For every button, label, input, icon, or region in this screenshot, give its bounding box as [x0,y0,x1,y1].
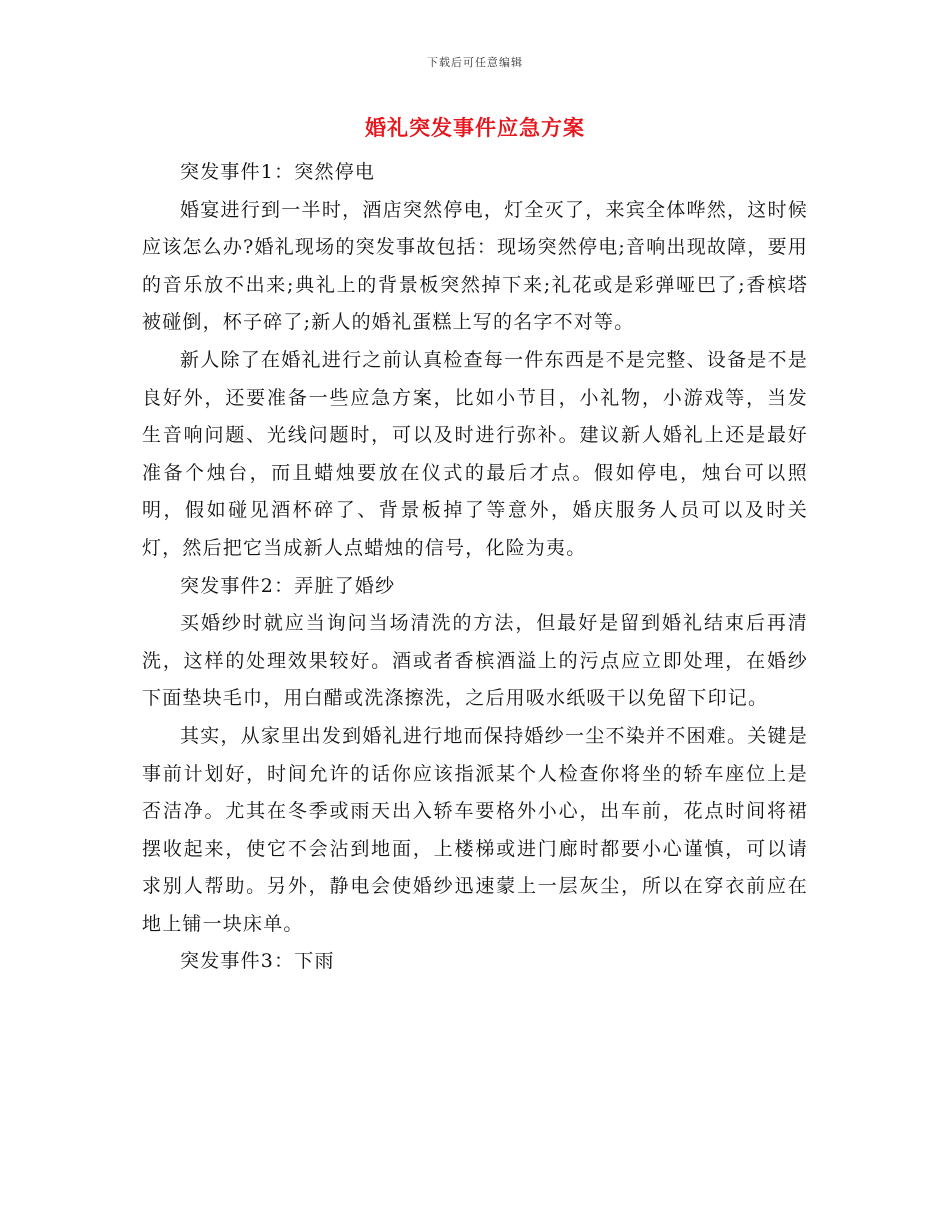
paragraph: 买婚纱时就应当询问当场清洗的方法，但最好是留到婚礼结束后再清洗，这样的处理效果较好。酒或者香槟酒溢上的污点应立即处理，在婚纱下面垫块毛巾，用白醋或洗涤擦洗，之后用吸水纸吸干以免留下印记。 [142,612,808,710]
document-body [142,154,808,981]
paragraph: 新人除了在婚礼进行之前认真检查每一件东西是不是完整、设备是不是良好外，还要准备一些应急方案，比如小节目，小礼物，小游戏等，当发生音响问题、光线问题时，可以及时进行弥补。建议新人婚礼上还是最好准备个烛台，而且蜡烛要放在仪式的最后才点。假如停电，烛台可以照明，假如碰见酒杯碎了、背景板掉了等意外，婚庆服务人员可以及时关灯，然后把它当成新人点蜡烛的信号，化险为夷。 [142,348,808,559]
paragraph: 婚宴进行到一半时，酒店突然停电，灯全灭了，来宾全体哗然，这时候应该怎么办?婚礼现场的突发事故包括：现场突然停电;音响出现故障，要用的音乐放不出来;典礼上的背景板突然掉下来;礼花或是彩弹哑巴了;香槟塔被碰倒，杯子碎了;新人的婚礼蛋糕上写的名字不对等。 [142,198,808,334]
paragraph: 其实，从家里出发到婚礼进行地而保持婚纱一尘不染并不困难。关键是事前计划好，时间允许的话你应该指派某个人检查你将坐的轿车座位上是否洁净。尤其在冬季或雨天出入轿车要格外小心，出车前，花点时间将裙摆收起来，使它不会沾到地面，上楼梯或进门廊时都要小心谨慎，可以请求别人帮助。另外，静电会使婚纱迅速蒙上一层灰尘，所以在穿衣前应在地上铺一块床单。 [142,724,808,935]
section-heading-2: 突发事件2：弄脏了婚纱 [180,574,396,597]
section-heading-1: 突发事件1：突然停电 [180,161,376,183]
section-heading-3: 突发事件3：下雨 [180,950,335,973]
header-note: 下载后可任意编辑 [427,56,523,69]
document-title: 婚礼突发事件应急方案 [365,115,585,140]
